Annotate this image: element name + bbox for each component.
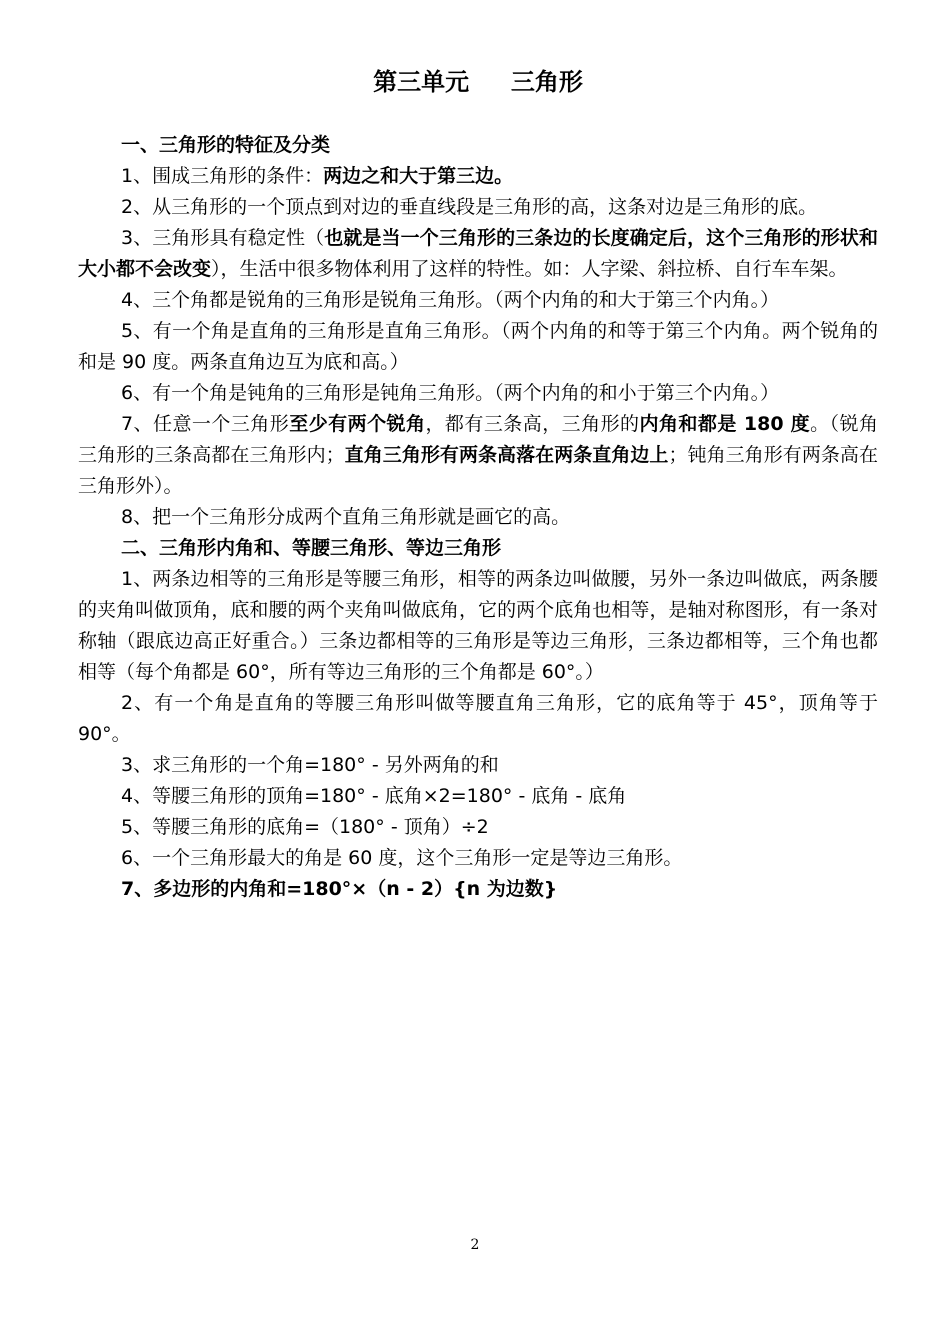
document-page (78, 62, 878, 905)
text: 8、把一个三角形分成两个直角三角形就是画它的高。 (121, 506, 571, 528)
paragraph (78, 161, 878, 192)
text: 6、有一个角是钝角的三角形是钝角三角形。（两个内角的和小于第三个内角。） (121, 382, 780, 404)
paragraph (78, 192, 878, 223)
page-number: 2 (470, 1237, 480, 1253)
bold-text: 7、多边形的内角和=180°×（n - 2）{n 为边数} (121, 878, 558, 900)
paragraph (78, 564, 878, 688)
paragraph (78, 378, 878, 409)
text: 3、求三角形的一个角=180° - 另外两角的和 (121, 754, 499, 776)
text: 3、三角形具有稳定性（ (121, 227, 325, 249)
bold-text: 直角三角形有两条高落在两条直角边上 (344, 444, 669, 466)
paragraph (78, 316, 878, 378)
text: 4、等腰三角形的顶角=180° - 底角×2=180° - 底角 - 底角 (121, 785, 627, 807)
bold-text: 至少有两个锐角 (289, 413, 426, 435)
text: ；钝角三角形有两条高在三角形外）。 (78, 444, 878, 497)
paragraph (78, 843, 878, 874)
text: ，都有三条高，三角形的 (425, 413, 640, 435)
text: 1、两条边相等的三角形是等腰三角形，相等的两条边叫做腰，另外一条边叫做底，两条腰的夹角叫做顶角，底和腰的两个夹角叫做底角，它的两个底角也相等，是轴对称图形，有一条对称轴（跟底边高正好重合。）三条边都相等的三角形是等边三角形，三条边都相等，三个角也都相等（每个角都是 60°，所有等边三角形的三个角都是 60°。） (78, 568, 878, 683)
paragraph (78, 781, 878, 812)
text: 5、等腰三角形的底角=（180° - 顶角）÷2 (121, 816, 489, 838)
text: 7、任意一个三角形 (121, 413, 290, 435)
text: ），生活中很多物体利用了这样的特性。如：人字梁、斜拉桥、自行车车架。 (211, 258, 848, 280)
paragraph (78, 130, 878, 161)
paragraph (78, 812, 878, 843)
paragraph (78, 502, 878, 533)
bold-text: 二、三角形内角和、等腰三角形、等边三角形 (121, 537, 502, 559)
paragraph (78, 688, 878, 750)
text: 2、有一个角是直角的等腰三角形叫做等腰直角三角形，它的底角等于 45°，顶角等于 90°。 (78, 692, 878, 745)
paragraph (78, 285, 878, 316)
bold-text: 两边之和大于第三边。 (323, 165, 514, 187)
text: 。（锐角三角形的三条高都在三角形内； (78, 413, 878, 466)
paragraph (78, 750, 878, 781)
paragraph (78, 223, 878, 285)
text: 6、一个三角形最大的角是 60 度，这个三角形一定是等边三角形。 (121, 847, 683, 869)
page-title: 第三单元 三角形 (373, 68, 583, 96)
paragraph (78, 409, 878, 502)
bold-text: 内角和都是 180 度 (639, 413, 811, 435)
bold-text: 一、三角形的特征及分类 (121, 134, 331, 156)
bold-text: 也就是当一个三角形的三条边的长度确定后，这个三角形的形状和大小都不会改变 (78, 227, 878, 280)
document-body (78, 130, 878, 905)
paragraph (78, 533, 878, 564)
paragraph (78, 874, 878, 905)
text: 2、从三角形的一个顶点到对边的垂直线段是三角形的高，这条对边是三角形的底。 (121, 196, 818, 218)
text: 4、三个角都是锐角的三角形是锐角三角形。（两个内角的和大于第三个内角。） (121, 289, 780, 311)
text: 5、有一个角是直角的三角形是直角三角形。（两个内角的和等于第三个内角。两个锐角的和是 90 度。两条直角边互为底和高。） (78, 320, 878, 373)
text: 1、围成三角形的条件： (121, 165, 324, 187)
